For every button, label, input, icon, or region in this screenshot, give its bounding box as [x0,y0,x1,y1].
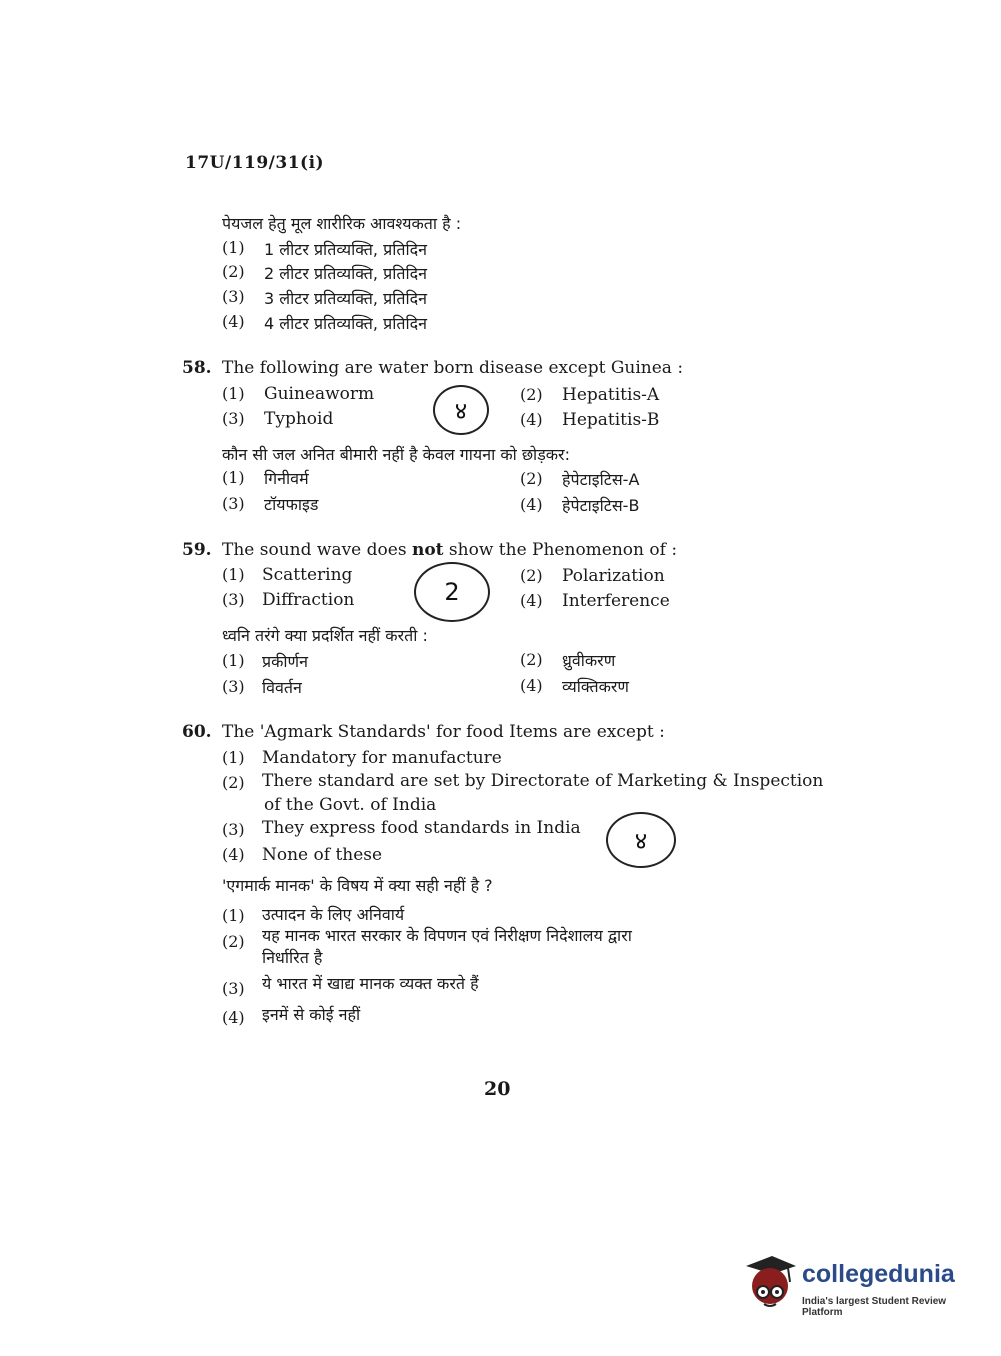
q58-option-number: (3) [222,409,245,428]
question-number-60: 60. [182,722,212,742]
q59-option-text: Polarization [562,566,665,586]
q58-option-number: (2) [520,385,543,404]
q60-option-text: Mandatory for manufacture [262,748,502,768]
q58-option-number: (1) [222,384,245,403]
q59-option-number-hi: (3) [222,677,245,696]
q60-option-number: (3) [222,820,245,839]
q59-option-text: Interference [562,591,670,611]
q58-option-number: (4) [520,410,543,429]
q59-stem-post: show the Phenomenon of : [443,540,678,560]
question-58-stem-en: The following are water born disease except Guinea : [222,358,684,378]
q58-option-text-hi: हेपेटाइटिस-B [562,496,640,515]
q59-stem-pre: The sound wave does [222,540,412,560]
q59-option-number: (1) [222,565,245,584]
paper-code: 17U/119/31(i) [185,153,325,173]
q60-option-text-hi: यह मानक भारत सरकार के विपणन एवं निरीक्षण निदेशालय द्वारा [262,926,632,945]
q60-option-text-hi: इनमें से कोई नहीं [262,1005,361,1024]
answer-mark-circle: 2 [414,562,490,622]
question-number-59: 59. [182,540,212,560]
prev-question-stem-hi: पेयजल हेतु मूल शारीरिक आवश्यकता है : [222,214,462,233]
page-number: 20 [484,1078,511,1100]
question-number-58: 58. [182,358,212,378]
q58-option-text: Hepatitis-A [562,385,660,405]
question-59-stem-en [222,540,677,560]
q60-option-text: They express food standards in India [262,818,581,838]
q60-option-text-hi: ये भारत में खाद्य मानक व्यक्त करते हैं [262,974,479,993]
question-60-stem-hi: 'एगमार्क मानक' के विषय में क्या सही नहीं है ? [222,876,493,895]
prev-option-text: 4 लीटर प्रतिव्यक्ति, प्रतिदिन [264,314,427,333]
answer-mark-circle: ४ [606,812,676,868]
q58-option-text: Typhoid [264,409,334,429]
q60-option-number: (4) [222,845,245,864]
q60-option-number: (1) [222,748,245,767]
q60-option-number-hi: (1) [222,906,245,925]
q60-option-text-hi: उत्पादन के लिए अनिवार्य [262,905,405,924]
q59-option-text: Scattering [262,565,353,585]
q60-option-text: None of these [262,845,383,865]
q60-option-text-hi-continued: निर्धारित है [262,948,323,967]
q59-option-text: Diffraction [262,590,355,610]
prev-option-number: (2) [222,262,245,281]
logo-tagline: India's largest Student Review Platform [802,1296,947,1318]
q60-option-number-hi: (3) [222,979,245,998]
answer-mark-circle: ४ [433,385,489,435]
q59-stem-bold: not [411,540,444,560]
q59-option-text-hi: ध्रुवीकरण [562,651,616,670]
prev-option-text: 2 लीटर प्रतिव्यक्ति, प्रतिदिन [264,264,427,283]
q60-option-number: (2) [222,773,245,792]
prev-option-number: (3) [222,287,245,306]
q60-option-text: There standard are set by Directorate of Marketing & Inspection [262,771,824,791]
q59-option-text-hi: विवर्तन [262,678,302,697]
q58-option-text-hi: टॉयफाइड [264,495,319,514]
collegedunia-logo [742,1250,972,1320]
q58-option-number-hi: (4) [520,495,543,514]
q58-option-text-hi: हेपेटाइटिस-A [562,470,640,489]
prev-option-text: 1 लीटर प्रतिव्यक्ति, प्रतिदिन [264,240,427,259]
question-58-stem-hi: कौन सी जल अनित बीमारी नहीं है केवल गायना को छोड़कर: [222,445,570,464]
prev-option-number: (1) [222,238,245,257]
logo-name: collegedunia [802,1260,955,1288]
prev-option-text: 3 लीटर प्रतिव्यक्ति, प्रतिदिन [264,289,427,308]
q59-option-number: (2) [520,566,543,585]
prev-option-number: (4) [222,312,245,331]
q58-option-text-hi: गिनीवर्म [264,469,309,488]
q59-option-number-hi: (2) [520,650,543,669]
q59-option-text-hi: प्रकीर्णन [262,652,308,671]
q59-option-number: (3) [222,590,245,609]
q60-option-number-hi: (4) [222,1008,245,1027]
q59-option-number-hi: (1) [222,651,245,670]
q59-option-number: (4) [520,591,543,610]
mascot-icon [742,1252,798,1316]
q58-option-text: Hepatitis-B [562,410,660,430]
question-59-stem-hi: ध्वनि तरंगे क्या प्रदर्शित नहीं करती : [222,626,428,645]
question-60-stem-en: The 'Agmark Standards' for food Items are except : [222,722,665,742]
q58-option-text: Guineaworm [264,384,375,404]
q58-option-number-hi: (3) [222,494,245,513]
q58-option-number-hi: (2) [520,469,543,488]
q60-option-number-hi: (2) [222,932,245,951]
q58-option-number-hi: (1) [222,468,245,487]
q59-option-text-hi: व्यक्तिकरण [562,677,629,696]
q59-option-number-hi: (4) [520,676,543,695]
q60-option-text-continued: of the Govt. of India [264,795,437,815]
